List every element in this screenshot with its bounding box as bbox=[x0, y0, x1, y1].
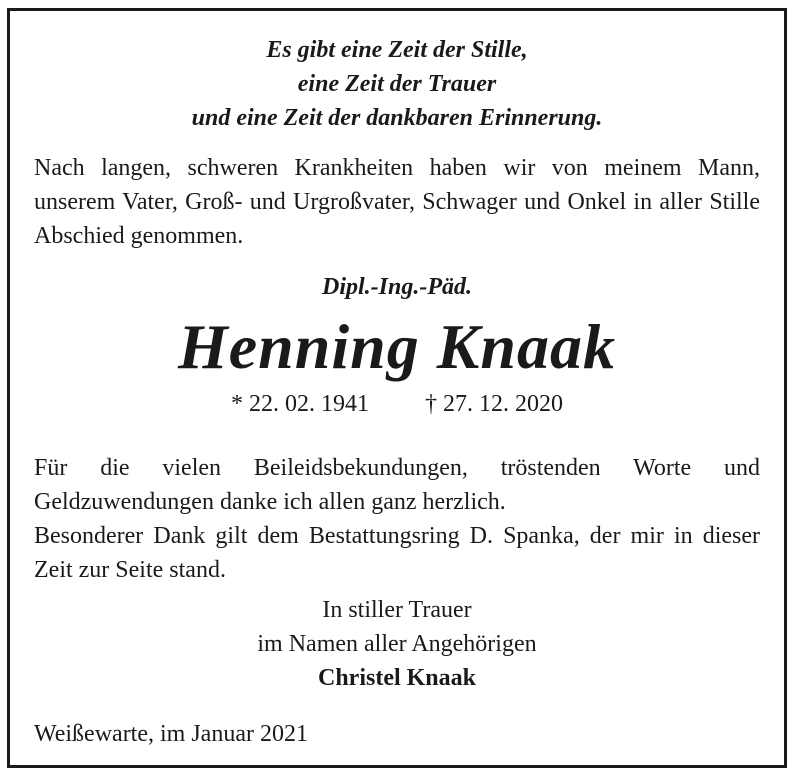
motto bbox=[10, 33, 784, 135]
closing-line-1: In stiller Trauer bbox=[322, 597, 472, 623]
intro-paragraph: Nach langen, schweren Krankheiten haben wir von meinem Mann, unserem Vater, Groß- und Urgroßvater, Schwager und Onkel in aller Stille Abschied genommen. bbox=[34, 155, 760, 249]
thanks-paragraph-2: Besonderer Dank gilt dem Bestattungsring D. Spanka, der mir in dieser Zeit zur Seite stand. bbox=[34, 523, 760, 583]
motto-line-1: Es gibt eine Zeit der Stille, bbox=[266, 37, 528, 63]
deceased-title: Dipl.-Ing.-Päd. bbox=[322, 274, 472, 300]
place-and-date: Weißewarte, im Januar 2021 bbox=[34, 721, 308, 747]
signer-name: Christel Knaak bbox=[317, 665, 476, 691]
motto-line-3: und eine Zeit der dankbaren Erinnerung. bbox=[191, 105, 603, 131]
motto-line-2: eine Zeit der Trauer bbox=[297, 71, 497, 97]
birth-date: * 22. 02. 1941 bbox=[231, 391, 369, 417]
deceased-name: Henning Knaak bbox=[177, 311, 617, 382]
thanks-paragraph-1: Für die vielen Beileidsbekundungen, tröstenden Worte und Geldzuwendungen danke ich allen ganz herzlich. bbox=[34, 455, 760, 515]
obituary-notice bbox=[10, 11, 784, 765]
death-date: † 27. 12. 2020 bbox=[425, 391, 563, 417]
life-dates bbox=[10, 387, 784, 421]
closing-line-2: im Namen aller Angehörigen bbox=[257, 631, 537, 657]
closing-block bbox=[10, 593, 784, 695]
obituary-border bbox=[7, 8, 787, 768]
